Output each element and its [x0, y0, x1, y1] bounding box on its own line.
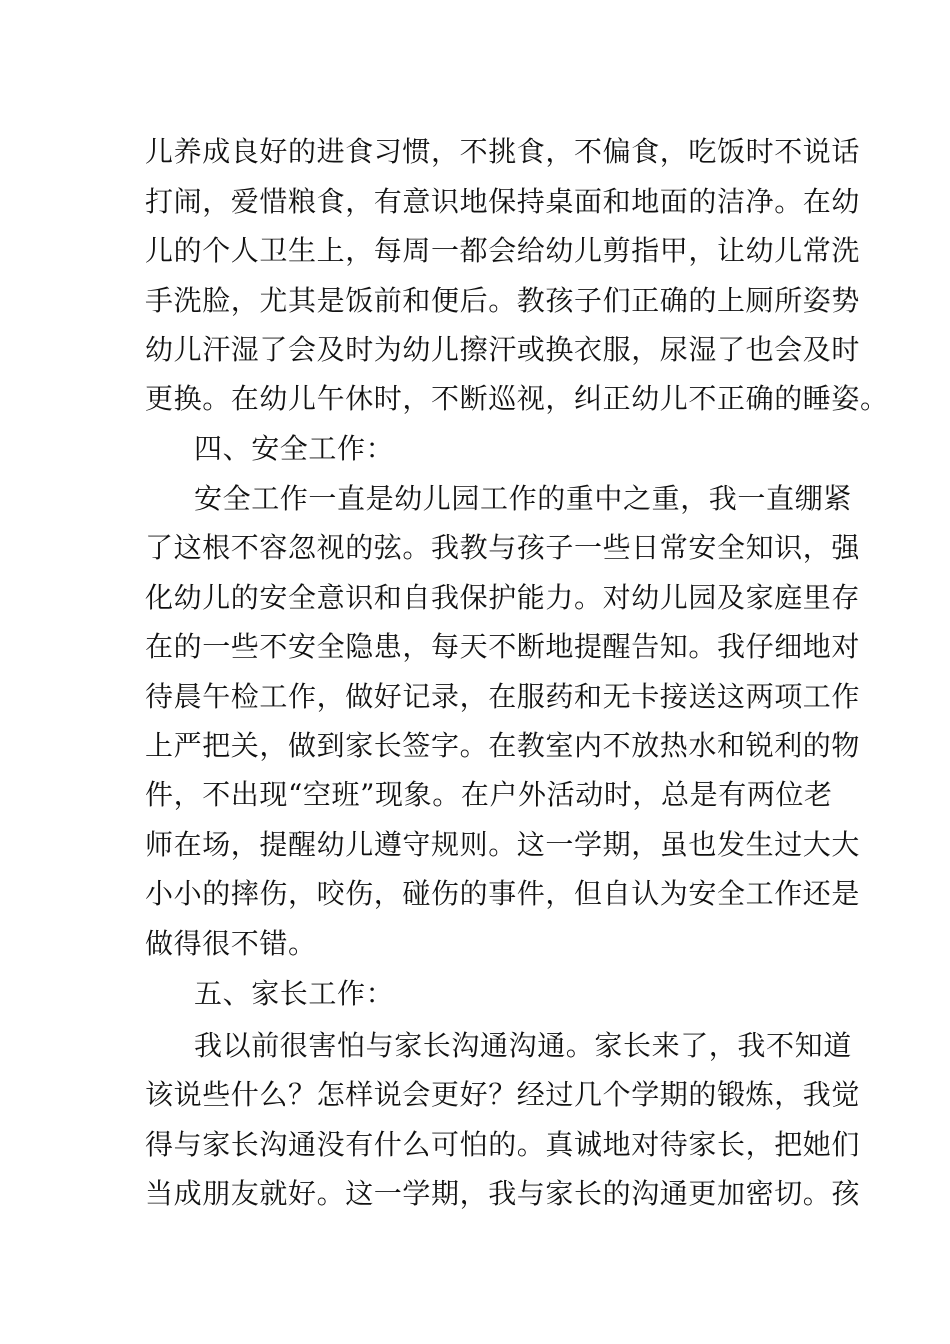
text-line: 该说些什么？怎样说会更好？经过几个学期的锻炼，我觉: [145, 1078, 861, 1111]
text-line: 儿的个人卫生上，每周一都会给幼儿剪指甲，让幼儿常洗: [145, 234, 861, 267]
text-line: 得与家长沟通没有什么可怕的。真诚地对待家长，把她们: [145, 1128, 861, 1161]
text-line: 小小的摔伤，咬伤，碰伤的事件，但自认为安全工作还是: [145, 877, 861, 910]
text-line: 我以前很害怕与家长沟通沟通。家长来了，我不知道: [194, 1029, 852, 1062]
text-line: 安全工作一直是幼儿园工作的重中之重，我一直绷紧: [194, 482, 852, 515]
text-line: 做得很不错。: [145, 927, 317, 960]
text-line: 手洗脸，尤其是饭前和便后。教孩子们正确的上厕所姿势: [145, 284, 861, 317]
text-line: 上严把关，做到家长签字。在教室内不放热水和锐利的物: [145, 729, 861, 762]
text-line: 更换。在幼儿午休时，不断巡视，纠正幼儿不正确的睡姿。: [145, 382, 889, 415]
text-line: 师在场，提醒幼儿遵守规则。这一学期，虽也发生过大大: [145, 828, 861, 861]
text-line: 在的一些不安全隐患，每天不断地提醒告知。我仔细地对: [145, 630, 861, 663]
section-heading-safety: 四、安全工作：: [194, 432, 395, 465]
text-line: 幼儿汗湿了会及时为幼儿擦汗或换衣服，尿湿了也会及时: [145, 333, 861, 366]
text-line: 儿养成良好的进食习惯，不挑食，不偏食，吃饭时不说话: [145, 135, 861, 168]
text-line: 当成朋友就好。这一学期，我与家长的沟通更加密切。孩: [145, 1177, 861, 1210]
text-line: 件，不出现“空班”现象。在户外活动时，总是有两位老: [145, 778, 833, 811]
section-heading-parents: 五、家长工作：: [194, 977, 395, 1010]
text-line: 待晨午检工作，做好记录，在服药和无卡接送这两项工作: [145, 680, 861, 713]
text-line: 了这根不容忽视的弦。我教与孩子一些日常安全知识，强: [145, 531, 861, 564]
text-line: 打闹，爱惜粮食，有意识地保持桌面和地面的洁净。在幼: [145, 185, 861, 218]
text-line: 化幼儿的安全意识和自我保护能力。对幼儿园及家庭里存: [145, 581, 861, 614]
